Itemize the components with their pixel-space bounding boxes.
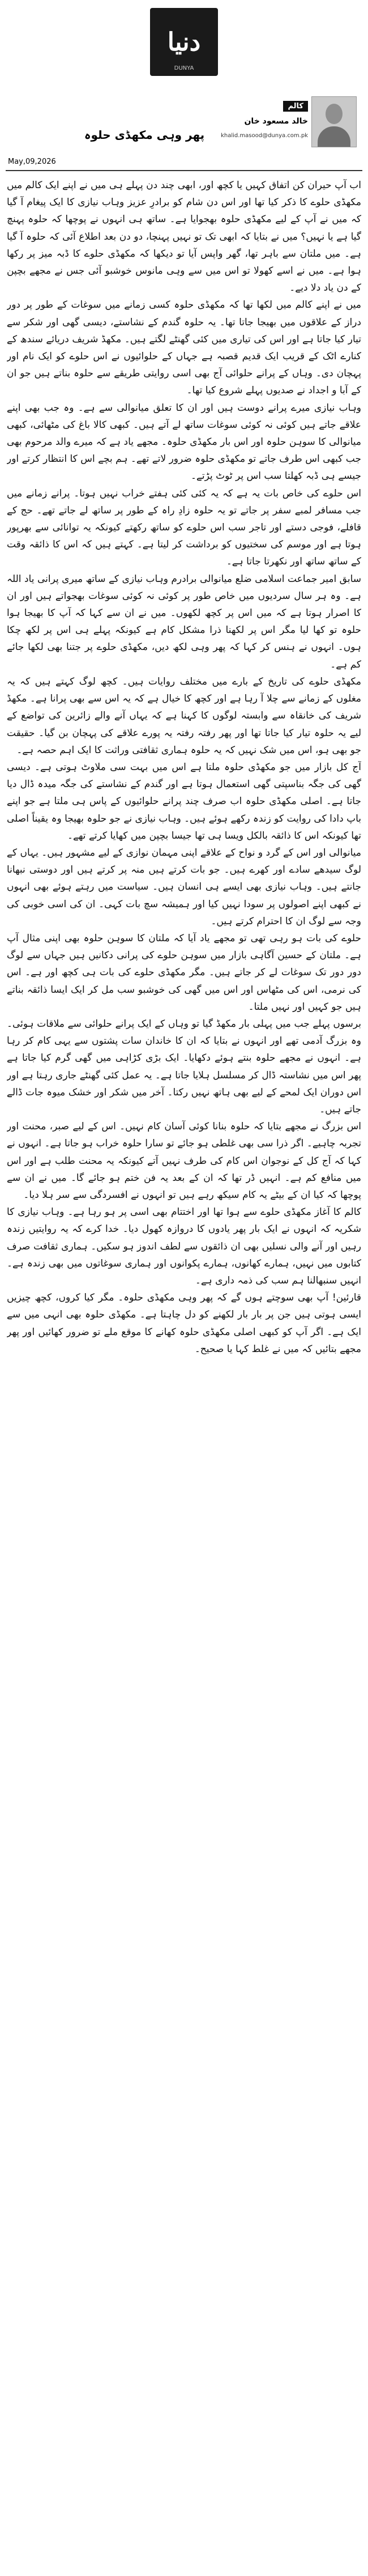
newspaper-logo[interactable] bbox=[150, 8, 218, 76]
columnist-photo-shoulders bbox=[318, 126, 350, 147]
article-paragraph: سابق امیر جماعت اسلامی ضلع میانوالی برادرم وہاب نیازی کے ساتھ میری پرانی یاد اللہ ہے۔ وہ ہر سال سردیوں میں خاص طور پر کوئی نہ کوئی سوغات بھجواتے ہیں اور ان کا اصرار ہوتا ہے کہ میں اس پر کچھ لکھوں۔ میں نے ان سے کہا کہ آپ کا بھیجا ہوا حلوہ تو کھا لیا مگر اس پر لکھنا ذرا مشکل کام ہے کیونکہ پہلے ہی اس پر لکھ چکا ہوں۔ انہوں نے ہنس کر کہا کہ پھر وہی لکھ دیں، مکھڈی حلوے پر جتنا بھی لکھا جائے کم ہے۔ bbox=[7, 573, 361, 670]
article-paragraph: برسوں پہلے جب میں پہلی بار مکھڈ گیا تو وہاں کے ایک پرانے حلوائی سے ملاقات ہوئی۔ وہ بزرگ آدمی تھے اور انہوں نے بتایا کہ ان کا خاندان سات پشتوں سے یہی کام کر رہا ہے۔ انہوں نے مجھے حلوہ بنتے ہوئے دکھایا۔ ایک بڑی کڑاہی میں گھی گرم کیا جاتا ہے پھر اس میں نشاستہ ڈال کر مسلسل ہلایا جاتا ہے۔ یہ عمل کئی گھنٹے جاری رہتا ہے اور اس دوران ایک لمحے کے لیے بھی ہاتھ نہیں رکتا۔ آخر میں شکر اور خشک میوہ جات ڈالے جاتے ہیں۔ bbox=[7, 1018, 361, 1115]
article-paragraph: اب آپ حیران کن اتفاق کہیں یا کچھ اور، ابھی چند دن پہلے ہی میں نے اپنے ایک کالم میں مکھڈی حلوے کا ذکر کیا تھا اور اس دن شام کو برادرِ عزیز وہاب نیازی کا ایک پیغام آ گیا کہ میں نے آپ کے لیے مکھڈی حلوہ بھجوایا ہے۔ ساتھ ہی انہوں نے پوچھا کہ حلوہ پہنچ گیا ہے یا نہیں؟ میں نے بتایا کہ ابھی تک تو نہیں پہنچا، دو دن بعد اطلاع آئی کہ حلوہ آ گیا ہے۔ میں ملتان سے باہر تھا، گھر واپس آیا تو دیکھا کہ مکھڈی حلوے کا ڈبہ میز پر رکھا ہوا ہے۔ میں نے اسے کھولا تو اس میں سے وہی مانوس خوشبو آئی جس نے مجھے بچپن کے دن یاد دلا دیے۔ bbox=[7, 180, 361, 294]
columnist-name: خالد مسعود خان bbox=[244, 117, 308, 126]
article-paragraph: قارئین! آپ بھی سوچتے ہوں گے کہ پھر وہی مکھڈی حلوہ۔ مگر کیا کروں، کچھ چیزیں ایسی ہوتی ہیں جن پر بار بار لکھنے کو دل چاہتا ہے۔ مکھڈی حلوہ بھی انہی میں سے ایک ہے۔ اگر آپ کو کبھی اصلی مکھڈی حلوہ کھانے کا موقع ملے تو ضرور کھائیں اور پھر مجھے بتائیں کہ میں نے غلط کہا یا صحیح۔ bbox=[7, 1292, 361, 1355]
article-headline: پھر وہی مکھڈی حلوہ bbox=[84, 128, 205, 142]
article-body bbox=[7, 177, 361, 2568]
article-paragraph: مکھڈی حلوے کی تاریخ کے بارے میں مختلف روایات ہیں۔ کچھ لوگ کہتے ہیں کہ یہ مغلوں کے زمانے سے چلا آ رہا ہے اور کچھ کا خیال ہے کہ یہ اس سے بھی پرانا ہے۔ مکھڈ شریف کی خانقاہ سے وابستہ لوگوں کا کہنا ہے کہ یہاں آنے والے زائرین کی تواضع کے لیے یہ حلوہ تیار کیا جاتا تھا اور پھر رفتہ رفتہ یہ پورے علاقے کی پہچان بن گیا۔ حقیقت جو بھی ہو، اس میں شک نہیں کہ یہ حلوہ ہماری ثقافتی وراثت کا ایک اہم حصہ ہے۔ bbox=[7, 675, 361, 756]
article-paragraph: وہاب نیازی میرے پرانے دوست ہیں اور ان کا تعلق میانوالی سے ہے۔ وہ جب بھی اپنے علاقے جاتے ہیں کوئی نہ کوئی سوغات ساتھ لے آتے ہیں۔ کبھی کالا باغ کی مٹھائی، کبھی میانوالی کا سوہن حلوہ اور اس بار مکھڈی حلوہ۔ مجھے یاد ہے کہ میرے والد مرحوم بھی جب کبھی اس طرف جاتے تو مکھڈی حلوہ ضرور لاتے تھے۔ ہم بچے اس کا انتظار کرتے اور جیسے ہی ڈبہ کھلتا سب اس پر ٹوٹ پڑتے۔ bbox=[7, 402, 361, 482]
masthead bbox=[0, 0, 368, 85]
columnist-photo bbox=[311, 96, 357, 147]
header-divider bbox=[6, 170, 362, 171]
article-date: May,09,2026 bbox=[8, 158, 56, 166]
columnist-photo-head bbox=[326, 104, 343, 124]
article-paragraph: حلوے کی بات ہو رہی تھی تو مجھے یاد آیا کہ ملتان کا سوہن حلوہ بھی اپنی مثال آپ ہے۔ ملتان کے حسین آگاہی بازار میں سوہن حلوے کی پرانی دکانیں ہیں جہاں سے لوگ دور دور تک سوغات لے کر جاتے ہیں۔ مگر مکھڈی حلوے کی بات ہی کچھ اور ہے۔ اس کی نرمی، اس کی مٹھاس اور اس میں گھی کی خوشبو سب مل کر ایک ایسا ذائقہ بناتے ہیں جو کہیں اور نہیں ملتا۔ bbox=[7, 932, 361, 1013]
column-badge: کالم bbox=[283, 101, 308, 112]
logo-text: دنیا bbox=[167, 27, 201, 57]
article-paragraph: میانوالی اور اس کے گرد و نواح کے علاقے اپنی مہمان نوازی کے لیے مشہور ہیں۔ یہاں کے لوگ سیدھے سادے اور کھرے ہیں۔ جو بات کرتے ہیں منہ پر کرتے ہیں اور دوستی نبھانا جانتے ہیں۔ وہاب نیازی بھی ایسے ہی انسان ہیں۔ سیاست میں رہتے ہوئے بھی انہوں نے کبھی اپنے اصولوں پر سودا نہیں کیا اور ہمیشہ سچ بات کہی۔ ان کی اسی خوبی کی وجہ سے لوگ ان کا احترام کرتے ہیں۔ bbox=[7, 847, 361, 927]
logo-subtext: DUNYA bbox=[174, 65, 194, 71]
article-paragraph: اس حلوے کی خاص بات یہ ہے کہ یہ کئی کئی ہفتے خراب نہیں ہوتا۔ پرانے زمانے میں جب مسافر لمبے سفر پر جاتے تو یہ حلوہ زادِ راہ کے طور پر ساتھ لے جاتے تھے۔ حج کے قافلے، فوجی دستے اور تاجر سب اس حلوے کو ساتھ رکھتے کیونکہ یہ توانائی سے بھرپور ہوتا ہے اور موسم کی سختیوں کو برداشت کر لیتا ہے۔ کہتے ہیں کہ اس کا ذائقہ وقت کے ساتھ ساتھ اور نکھرتا جاتا ہے۔ bbox=[7, 487, 361, 568]
article-paragraph: آج کل بازار میں جو مکھڈی حلوہ ملتا ہے اس میں بہت سی ملاوٹ ہوتی ہے۔ دیسی گھی کی جگہ بناسپتی گھی استعمال ہوتا ہے اور گندم کے نشاستے کی جگہ میدہ ڈال دیا جاتا ہے۔ اصلی مکھڈی حلوہ اب صرف چند پرانے حلوائیوں کے پاس ہی ملتا ہے جو اپنے باپ دادا کی روایت کو زندہ رکھے ہوئے ہیں۔ وہاب نیازی نے جو حلوہ بھیجا وہ یقیناً اصلی تھا کیونکہ اس کا ذائقہ بالکل ویسا ہی تھا جیسا بچپن میں کھایا کرتے تھے۔ bbox=[7, 761, 361, 841]
article-paragraph: اس بزرگ نے مجھے بتایا کہ حلوہ بنانا کوئی آسان کام نہیں۔ اس کے لیے صبر، محنت اور تجربہ چاہیے۔ اگر ذرا سی بھی غلطی ہو جائے تو سارا حلوہ خراب ہو جاتا ہے۔ انہوں نے کہا کہ آج کل کے نوجوان اس کام کی طرف نہیں آتے کیونکہ یہ محنت طلب ہے اور اس میں منافع کم ہے۔ انہیں ڈر تھا کہ ان کے بعد یہ فن ختم ہو جائے گا۔ میں نے ان سے پوچھا کہ کیا ان کے بیٹے یہ کام سیکھ رہے ہیں تو انہوں نے افسردگی سے سر ہلا دیا۔ bbox=[7, 1121, 361, 1201]
article-paragraph: میں نے اپنے کالم میں لکھا تھا کہ مکھڈی حلوہ کسی زمانے میں سوغات کے طور پر دور دراز کے علاقوں میں بھیجا جاتا تھا۔ یہ حلوہ گندم کے نشاستے، دیسی گھی اور شکر سے تیار کیا جاتا ہے اور اس کی تیاری میں کئی گھنٹے لگتے ہیں۔ مکھڈ شریف دریائے سندھ کے کنارے اٹک کے قریب ایک قدیم قصبہ ہے جہاں کے حلوائیوں نے اس حلوے کو ایک نام اور پہچان دی۔ وہاں کے پرانے حلوائی آج بھی اسی روایتی طریقے سے حلوہ بناتے ہیں جو ان کے آبا و اجداد نے صدیوں پہلے شروع کیا تھا۔ bbox=[7, 299, 361, 397]
columnist-block bbox=[221, 96, 357, 148]
columnist-email[interactable]: khalid.masood@dunya.com.pk bbox=[221, 133, 308, 139]
article-paragraph: کالم کا آغاز مکھڈی حلوے سے ہوا تھا اور اختتام بھی اسی پر ہو رہا ہے۔ وہاب نیازی کا شکریہ کہ انہوں نے ایک بار پھر یادوں کا دروازہ کھول دیا۔ خدا کرے کہ یہ روایتیں زندہ رہیں اور آنے والی نسلیں بھی ان ذائقوں سے لطف اندوز ہو سکیں۔ ہماری ثقافت صرف کتابوں میں نہیں، ہمارے کھانوں، ہمارے پکوانوں اور ہماری سوغاتوں میں بھی زندہ ہے۔ انہیں سنبھالنا ہم سب کی ذمہ داری ہے۔ bbox=[7, 1206, 361, 1286]
